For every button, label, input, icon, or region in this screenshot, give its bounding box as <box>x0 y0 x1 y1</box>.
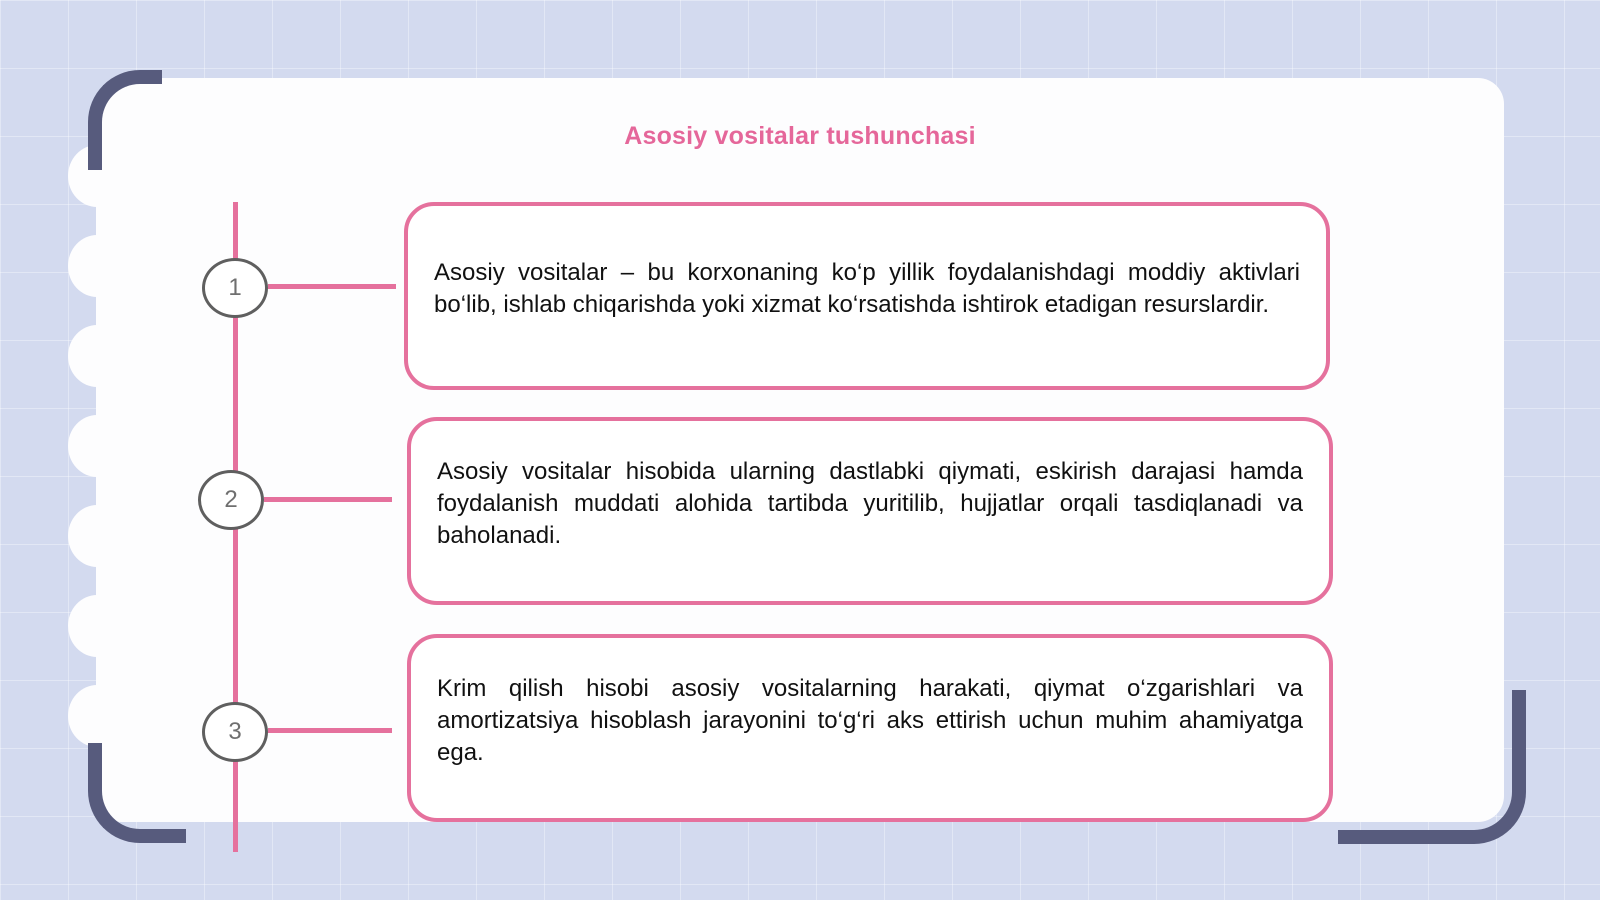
card-text-1: Asosiy vositalar – bu korxonaning ko‘p yillik foydalanishdagi moddiy aktivlari bo‘lib, ishlab chiqarishda yoki xizmat ko‘rsatishda ishtirok etadigan resurslardir. <box>434 259 1300 318</box>
timeline-connector-1 <box>268 284 396 289</box>
step-number-2: 2 <box>198 470 264 530</box>
timeline-connector-2 <box>264 497 392 502</box>
content-card-1 <box>404 202 1330 390</box>
content-card-2 <box>407 417 1333 605</box>
content-card-3 <box>407 634 1333 822</box>
frame-corner-bottom-left <box>88 743 186 843</box>
frame-corner-bottom-right <box>1338 690 1526 844</box>
frame-corner-top-left <box>88 70 162 170</box>
paper-scallop <box>68 415 126 477</box>
paper-scallop <box>68 505 126 567</box>
paper-scallop <box>68 235 126 297</box>
card-text-2: Asosiy vositalar hisobida ularning dastlabki qiymati, eskirish darajasi hamda foydalanish muddati alohida tartibda yuritilib, hujjatlar orqali tasdiqlanadi va baholanadi. <box>437 458 1303 549</box>
timeline-connector-3 <box>268 728 392 733</box>
step-number-1: 1 <box>202 258 268 318</box>
slide-title: Asosiy vositalar tushunchasi <box>624 122 976 150</box>
paper-scallop <box>68 325 126 387</box>
paper-scallop <box>68 685 126 747</box>
step-number-3: 3 <box>202 702 268 762</box>
paper-scallop <box>68 595 126 657</box>
card-text-3: Krim qilish hisobi asosiy vositalarning harakati, qiymat o‘zgarishlari va amortizatsiya hisoblash jarayonini to‘g‘ri aks ettirish uchun muhim ahamiyatga ega. <box>437 675 1303 766</box>
